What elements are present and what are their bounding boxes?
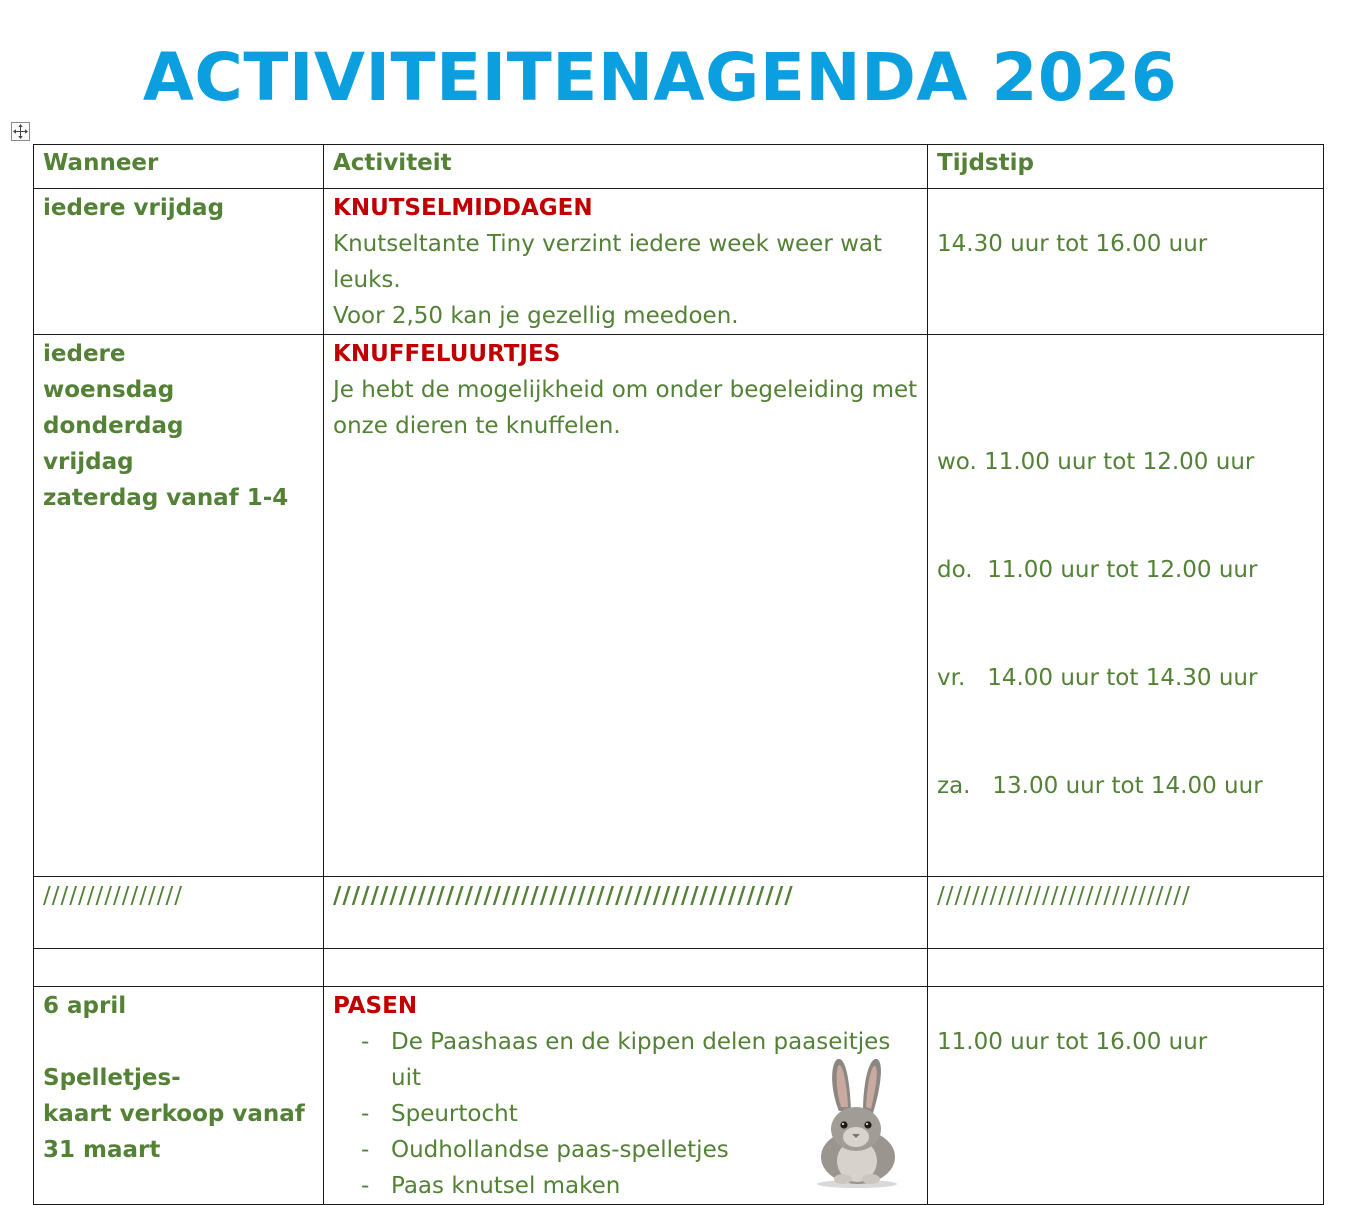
when-line: 31 maart	[43, 1137, 161, 1163]
empty-cell	[324, 949, 928, 987]
table-header-row	[34, 145, 1324, 189]
when-line: kaart verkoop vanaf	[43, 1101, 305, 1127]
activity-title: KNUFFELUURTJES	[333, 341, 561, 367]
time-line: do. 11.00 uur tot 12.00 uur	[937, 557, 1258, 583]
header-activity: Activiteit	[324, 145, 928, 189]
when-line: vrijdag	[43, 449, 134, 475]
when-text: iedere vrijdag	[43, 195, 225, 221]
separator-slashes: ////////////////	[43, 883, 183, 909]
blank-line	[43, 1024, 314, 1060]
list-item-text: Speurtocht	[391, 1101, 518, 1127]
table-move-handle-icon[interactable]	[11, 122, 30, 141]
list-item-text: Paas knutsel maken	[391, 1173, 621, 1199]
dash-bullet: -	[361, 1101, 370, 1127]
time-text: 11.00 uur tot 16.00 uur	[937, 1029, 1208, 1055]
when-cell	[34, 335, 324, 877]
dash-bullet: -	[361, 1137, 370, 1163]
when-line: Spelletjes-	[43, 1065, 181, 1091]
header-time: Tijdstip	[928, 145, 1324, 189]
rabbit-image	[805, 1053, 909, 1200]
activity-cell	[324, 877, 928, 949]
time-cell	[928, 335, 1324, 877]
agenda-table	[33, 144, 1324, 1205]
empty-cell	[34, 949, 324, 987]
activity-cell	[324, 987, 928, 1205]
time-line: wo. 11.00 uur tot 12.00 uur	[937, 449, 1255, 475]
table-row-knutselmiddagen	[34, 189, 1324, 335]
when-line: donderdag	[43, 413, 184, 439]
dash-bullet: -	[361, 1029, 370, 1055]
activity-price-note: Voor 2,50 kan je gezellig meedoen.	[333, 303, 739, 329]
dash-bullet: -	[361, 1173, 370, 1199]
table-row-separator	[34, 877, 1324, 949]
when-cell	[34, 189, 324, 335]
time-cell	[928, 987, 1324, 1205]
empty-cell	[928, 949, 1324, 987]
time-text: 14.30 uur tot 16.00 uur	[937, 231, 1208, 257]
time-cell	[928, 189, 1324, 335]
separator-slashes: /////////////////////////////	[937, 883, 1191, 909]
header-when: Wanneer	[34, 145, 324, 189]
time-line: vr. 14.00 uur tot 14.30 uur	[937, 665, 1258, 691]
separator-slashes: /////////////////////////////////////////////////	[333, 883, 794, 909]
list-item-text: Oudhollandse paas-spelletjes	[391, 1137, 729, 1163]
when-cell	[34, 987, 324, 1205]
when-date: 6 april	[43, 993, 127, 1019]
table-row-knuffeluurtjes	[34, 335, 1324, 877]
table-row-empty	[34, 949, 1324, 987]
table-row-pasen	[34, 987, 1324, 1205]
activity-description: Knutseltante Tiny verzint iedere week weer wat leuks.	[333, 231, 883, 293]
list-item-text: De Paashaas en de kippen delen paaseitjes uit	[391, 1029, 891, 1091]
when-line: zaterdag vanaf 1-4	[43, 485, 289, 511]
activity-cell	[324, 189, 928, 335]
time-line: za. 13.00 uur tot 14.00 uur	[937, 773, 1263, 799]
time-cell	[928, 877, 1324, 949]
when-cell	[34, 877, 324, 949]
activity-cell	[324, 335, 928, 877]
when-line: woensdag	[43, 377, 175, 403]
activity-description: Je hebt de mogelijkheid om onder begeleiding met onze dieren te knuffelen.	[333, 377, 918, 439]
activity-title: PASEN	[333, 993, 418, 1019]
page-title: ACTIVITEITENAGENDA 2026	[142, 39, 1178, 116]
when-line: iedere	[43, 341, 126, 367]
activity-title: KNUTSELMIDDAGEN	[333, 195, 593, 221]
